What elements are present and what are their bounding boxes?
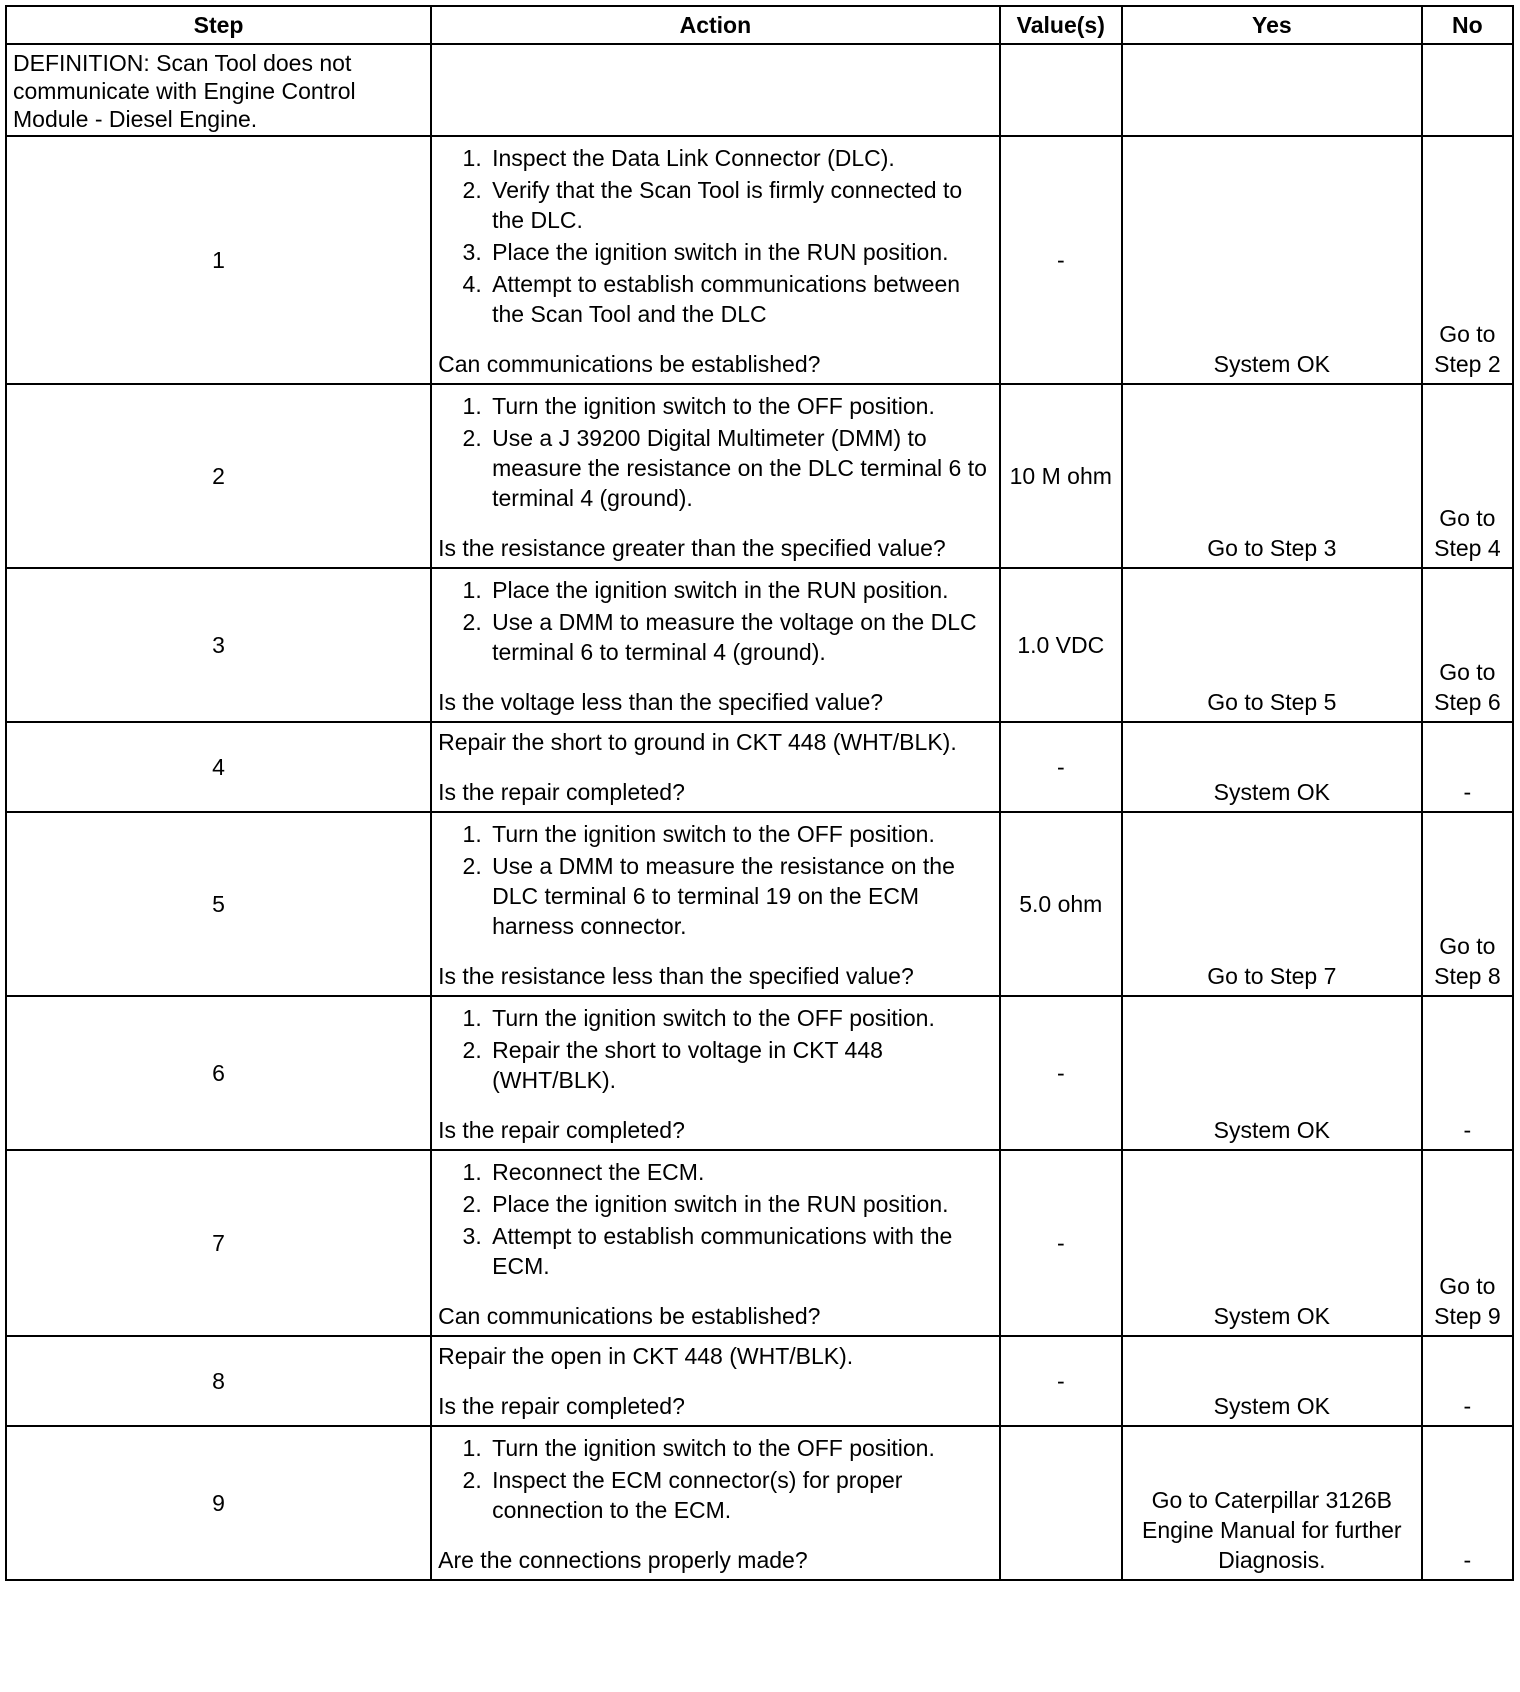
table-row [6, 384, 1513, 568]
header-action: Action [431, 6, 1000, 44]
step-number: 2 [6, 384, 431, 568]
action-step-item: 4. Attempt to establish communications between the Scan Tool and the DLC [488, 269, 995, 329]
table-row [6, 1336, 1513, 1426]
action-steps-list [438, 819, 995, 941]
action-step-item: 1. Turn the ignition switch to the OFF position. [488, 819, 995, 849]
action-question: Is the repair completed? [438, 779, 685, 805]
header-row [6, 6, 1513, 44]
value-cell: - [1000, 996, 1122, 1150]
action-question: Is the resistance less than the specified value? [438, 963, 914, 989]
no-cell: Go to Step 4 [1422, 384, 1513, 568]
yes-cell: Go to Caterpillar 3126B Engine Manual for further Diagnosis. [1122, 1426, 1422, 1580]
action-cell [431, 136, 1000, 384]
action-cell [431, 1336, 1000, 1426]
action-step-item: 1. Turn the ignition switch to the OFF position. [488, 1003, 995, 1033]
action-step-item: 3. Attempt to establish communications with the ECM. [488, 1221, 995, 1281]
value-cell: - [1000, 1336, 1122, 1426]
step-number: 5 [6, 812, 431, 996]
table-row [6, 1150, 1513, 1336]
action-step-item: 2. Inspect the ECM connector(s) for proper connection to the ECM. [488, 1465, 995, 1525]
yes-cell: Go to Step 3 [1122, 384, 1422, 568]
yes-cell: System OK [1122, 136, 1422, 384]
table-row [6, 568, 1513, 722]
header-step: Step [6, 6, 431, 44]
yes-cell: System OK [1122, 1150, 1422, 1336]
action-cell [431, 1150, 1000, 1336]
step-number: 3 [6, 568, 431, 722]
table-row [6, 722, 1513, 812]
action-question: Can communications be established? [438, 351, 821, 377]
no-cell: - [1422, 1426, 1513, 1580]
header-values: Value(s) [1000, 6, 1122, 44]
table-row [6, 812, 1513, 996]
action-step-item: 2. Repair the short to voltage in CKT 448 (WHT/BLK). [488, 1035, 995, 1095]
action-step-item: 1. Place the ignition switch in the RUN position. [488, 575, 995, 605]
action-step-item: 1. Turn the ignition switch to the OFF position. [488, 1433, 995, 1463]
yes-cell: Go to Step 7 [1122, 812, 1422, 996]
action-step-item: 1. Reconnect the ECM. [488, 1157, 995, 1187]
header-no: No [1422, 6, 1513, 44]
header-yes: Yes [1122, 6, 1422, 44]
no-cell: - [1422, 722, 1513, 812]
yes-cell: System OK [1122, 722, 1422, 812]
table-body [6, 44, 1513, 1580]
action-text: Repair the open in CKT 448 (WHT/BLK). [438, 1343, 854, 1369]
step-number: 4 [6, 722, 431, 812]
action-step-item: 1. Turn the ignition switch to the OFF position. [488, 391, 995, 421]
action-question: Can communications be established? [438, 1303, 821, 1329]
action-step-item: 2. Use a J 39200 Digital Multimeter (DMM) to measure the resistance on the DLC terminal 6 to terminal 4 (ground). [488, 423, 995, 513]
no-cell: Go to Step 2 [1422, 136, 1513, 384]
value-cell: - [1000, 722, 1122, 812]
action-question: Is the voltage less than the specified value? [438, 689, 884, 715]
step-number: 6 [6, 996, 431, 1150]
action-cell [431, 812, 1000, 996]
no-cell: - [1422, 996, 1513, 1150]
action-question: Is the resistance greater than the specified value? [438, 535, 946, 561]
table-row [6, 136, 1513, 384]
no-cell: - [1422, 1336, 1513, 1426]
yes-cell: System OK [1122, 996, 1422, 1150]
definition-action-empty [431, 44, 1000, 136]
definition-value-empty [1000, 44, 1122, 136]
action-cell [431, 722, 1000, 812]
value-cell: 1.0 VDC [1000, 568, 1122, 722]
definition-yes-empty [1122, 44, 1422, 136]
no-cell: Go to Step 8 [1422, 812, 1513, 996]
value-cell [1000, 1426, 1122, 1580]
action-cell [431, 996, 1000, 1150]
value-cell: - [1000, 136, 1122, 384]
step-number: 7 [6, 1150, 431, 1336]
step-number: 9 [6, 1426, 431, 1580]
action-step-item: 2. Use a DMM to measure the resistance on the DLC terminal 6 to terminal 19 on the ECM harness connector. [488, 851, 995, 941]
action-step-item: 1. Inspect the Data Link Connector (DLC). [488, 143, 995, 173]
definition-no-empty [1422, 44, 1513, 136]
step-number: 8 [6, 1336, 431, 1426]
action-steps-list [438, 391, 995, 513]
action-steps-list [438, 1003, 995, 1095]
action-steps-list [438, 575, 995, 667]
action-cell [431, 568, 1000, 722]
action-text: Repair the short to ground in CKT 448 (WHT/BLK). [438, 729, 957, 755]
action-steps-list [438, 143, 995, 329]
yes-cell: Go to Step 5 [1122, 568, 1422, 722]
step-number: 1 [6, 136, 431, 384]
diagnostic-table [5, 5, 1514, 1581]
value-cell: 10 M ohm [1000, 384, 1122, 568]
no-cell: Go to Step 6 [1422, 568, 1513, 722]
definition-text: DEFINITION: Scan Tool does not communicate with Engine Control Module - Diesel Engine. [6, 44, 431, 136]
action-question: Is the repair completed? [438, 1393, 685, 1419]
action-steps-list [438, 1157, 995, 1281]
table-row [6, 1426, 1513, 1580]
action-steps-list [438, 1433, 995, 1525]
action-question: Is the repair completed? [438, 1117, 685, 1143]
action-step-item: 2. Use a DMM to measure the voltage on the DLC terminal 6 to terminal 4 (ground). [488, 607, 995, 667]
action-question: Are the connections properly made? [438, 1547, 808, 1573]
table-row [6, 996, 1513, 1150]
action-step-item: 2. Verify that the Scan Tool is firmly connected to the DLC. [488, 175, 995, 235]
action-step-item: 3. Place the ignition switch in the RUN position. [488, 237, 995, 267]
action-cell [431, 1426, 1000, 1580]
no-cell: Go to Step 9 [1422, 1150, 1513, 1336]
yes-cell: System OK [1122, 1336, 1422, 1426]
value-cell: - [1000, 1150, 1122, 1336]
definition-row [6, 44, 1513, 136]
value-cell: 5.0 ohm [1000, 812, 1122, 996]
action-step-item: 2. Place the ignition switch in the RUN position. [488, 1189, 995, 1219]
action-cell [431, 384, 1000, 568]
